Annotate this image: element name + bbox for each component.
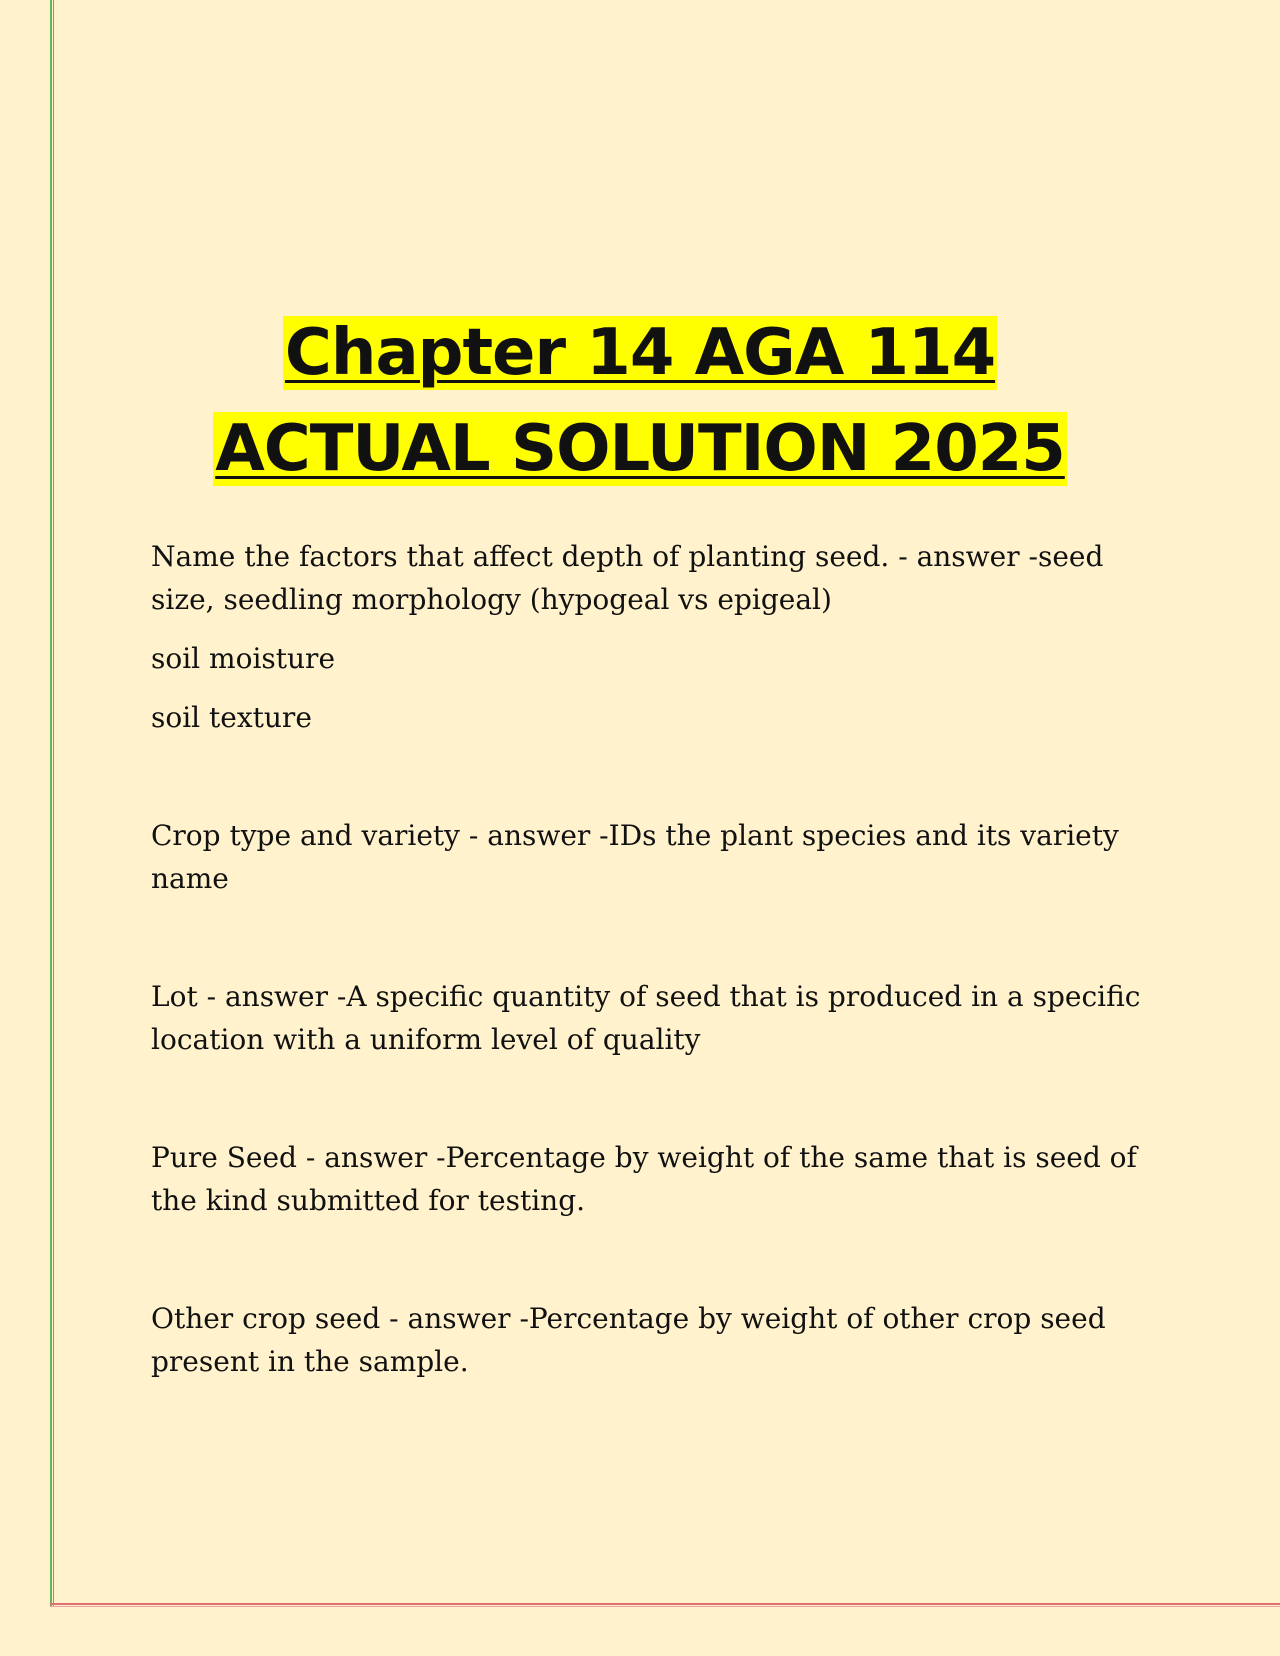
page-border-bottom [50, 1603, 1280, 1605]
qa-item-text: Lot - answer -A specific quantity of seed that is produced in a specific location with a uniform level of quality [151, 980, 1141, 1056]
qa-item-text: Name the factors that affect depth of planting seed. - answer -seed size, seedling morphology (hypogeal vs epigeal) [151, 540, 1104, 616]
document-title [150, 305, 1130, 497]
qa-item [151, 535, 1151, 739]
document-title-text: Chapter 14 AGA 114 ACTUAL SOLUTION 2025 [215, 315, 1065, 486]
page-border-left [50, 0, 52, 1606]
qa-item [151, 814, 1151, 900]
qa-item-extra: soil texture [151, 701, 312, 734]
qa-item-text: Crop type and variety - answer -IDs the plant species and its variety name [151, 819, 1119, 895]
qa-content [151, 535, 1151, 1383]
page-border-left-inner [53, 0, 54, 1606]
qa-item-text: Pure Seed - answer -Percentage by weight of the same that is seed of the kind submitted for testing. [151, 1141, 1137, 1217]
qa-item [151, 1297, 1151, 1383]
qa-item [151, 1136, 1151, 1222]
page-border-bottom-inner [50, 1606, 1280, 1607]
qa-item-text: Other crop seed - answer -Percentage by weight of other crop seed present in the sample. [151, 1302, 1106, 1378]
qa-item [151, 975, 1151, 1061]
qa-item-extra: soil moisture [151, 642, 336, 675]
